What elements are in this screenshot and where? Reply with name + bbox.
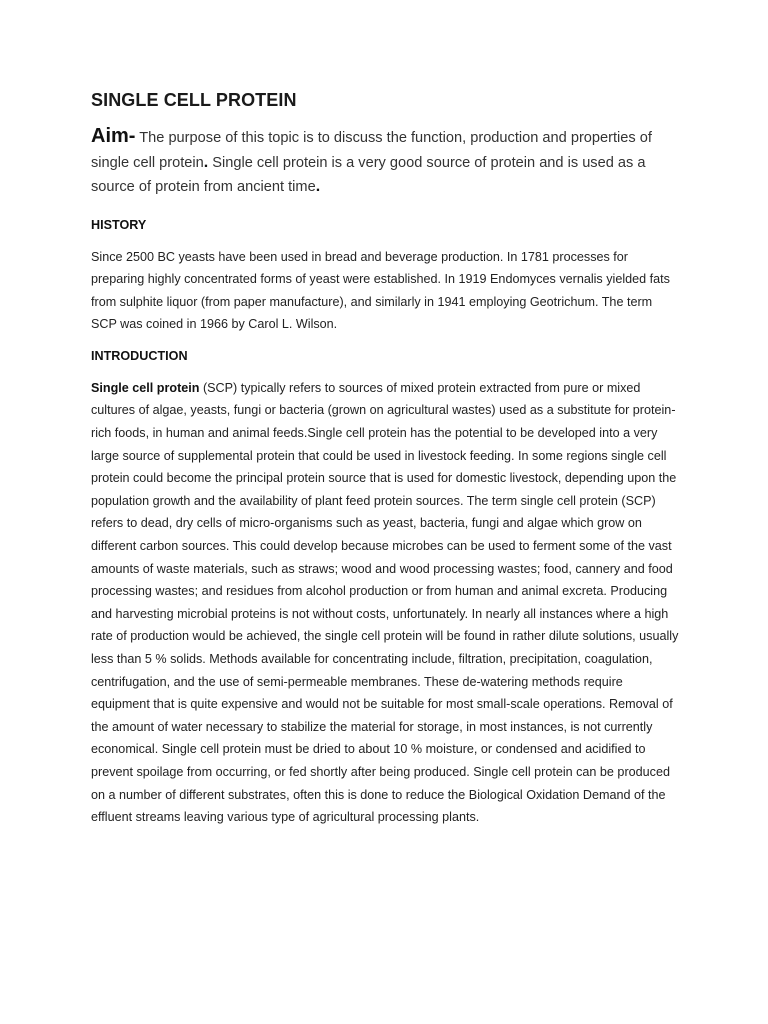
aim-label: Aim- — [91, 125, 136, 147]
aim-paragraph — [91, 125, 681, 200]
aim-text-part2: Single cell protein is a very good source of protein and is used as a source of protein from ancient time — [91, 154, 646, 195]
introduction-heading: INTRODUCTION — [91, 348, 188, 363]
introduction-text: (SCP) typically refers to sources of mixed protein extracted from pure or mixed cultures of algae, yeasts, fungi or bacteria (grown on agricultural wastes) used as a substitute for protein-rich foods, in human and animal feeds.Single cell protein has the potential to be developed into a very large source of supplemental protein that could be used in livestock feeding. In some regions single cell protein could become the principal protein source that is used for domestic livestock, depending upon the population growth and the availability of plant feed protein sources. The term single cell protein (SCP) refers to dead, dry cells of micro-organisms such as yeast, bacteria, fungi and algae which grow on different carbon sources. This could develop because microbes can be used to ferment some of the vast amounts of waste materials, such as straws; wood and wood processing wastes; food, cannery and food processing wastes; and residues from alcohol production or from human and animal excreta. Producing and harvesting microbial proteins is not without costs, unfortunately. In nearly all instances where a high rate of production would be achieved, the single cell protein will be found in rather dilute solutions, usually less than 5 % solids. Methods available for concentrating include, filtration, precipitation, coagulation, centrifugation, and the use of semi-permeable membranes. These de-watering methods require equipment that is quite expensive and would not be suitable for most small-scale operations. Removal of the amount of water necessary to stabilize the material for storage, in most instances, is not currently economical. Single cell protein must be dried to about 10 % moisture, or condensed and acidified to prevent spoilage from occurring, or fed shortly after being produced. Single cell protein can be produced on a number of different substrates, often this is done to reduce the Biological Oxidation Demand of the effluent streams leaving various type of agricultural processing plants. — [91, 380, 679, 825]
aim-dot-1: . — [203, 153, 209, 171]
document-title: SINGLE CELL PROTEIN — [91, 90, 297, 110]
history-heading: HISTORY — [91, 217, 147, 232]
introduction-lead-term: Single cell protein — [91, 380, 200, 395]
aim-text-part1: The purpose of this topic is to discuss the function, production and properties of single cell protein — [91, 130, 652, 171]
aim-dot-2: . — [315, 178, 321, 195]
document-page — [91, 90, 681, 842]
history-paragraph: Since 2500 BC yeasts have been used in bread and beverage production. In 1781 processes for preparing highly concentrated forms of yeast were established. In 1919 Endomyces vernalis yielded fats from sulphite liquor (from paper manufacture), and similarly in 1941 employing Geotrichum. The term SCP was coined in 1966 by Carol L. Wilson. — [91, 249, 670, 332]
introduction-paragraph — [91, 377, 681, 829]
